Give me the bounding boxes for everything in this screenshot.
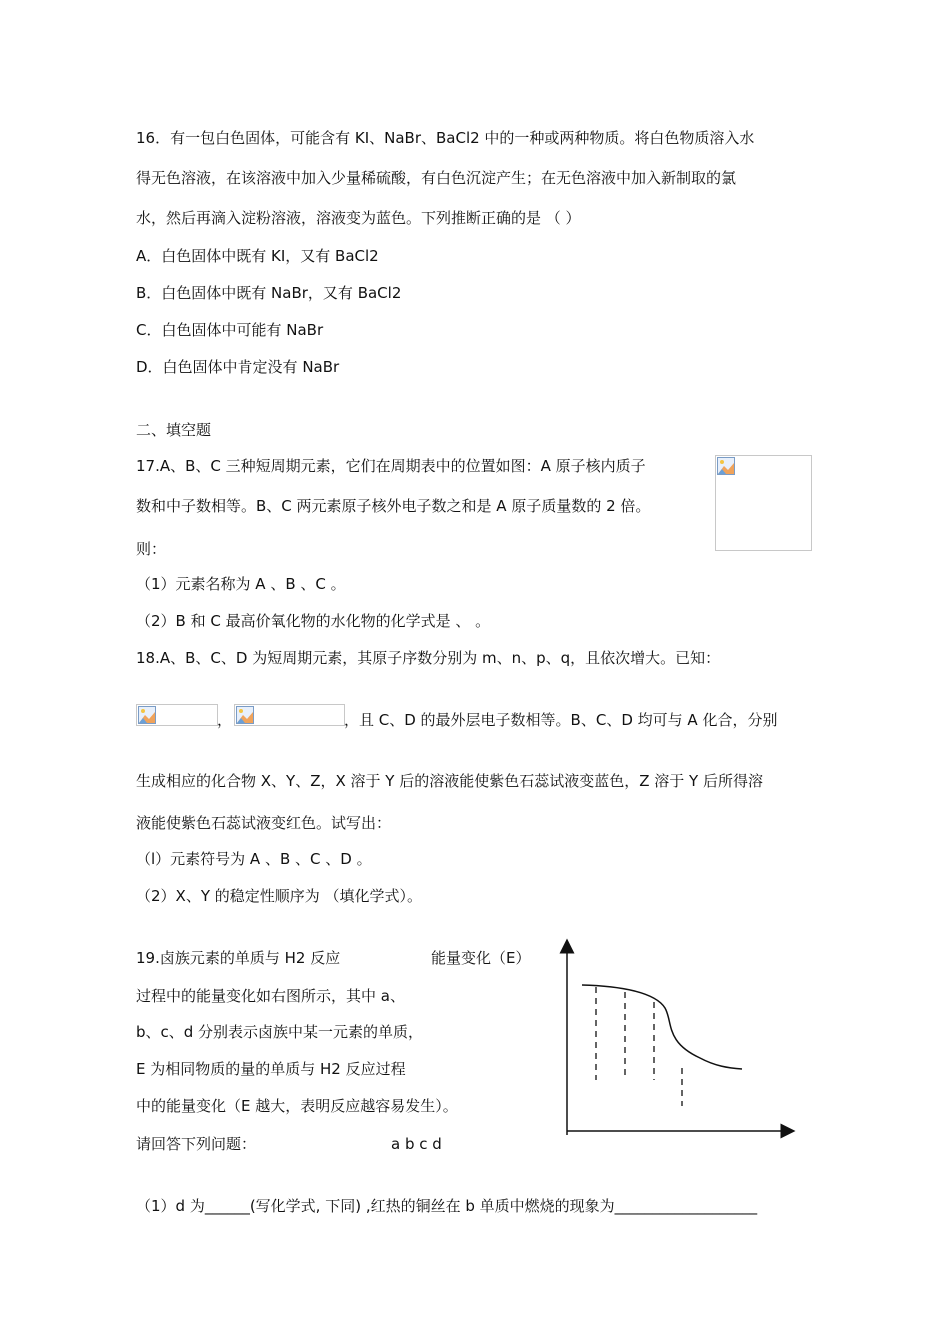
q16-line-2: 得无色溶液，在该溶液中加入少量稀硫酸，有白色沉淀产生；在无色溶液中加入新制取的氯 [136,169,737,187]
formula-image-1 [136,704,218,726]
q17-line-3: 则： [136,540,167,558]
periodic-table-image [715,455,812,551]
axis-letters: a b c d [391,1135,442,1153]
q19-line-5: 中的能量变化（E 越大，表明反应越容易发生）。 [136,1097,458,1115]
formula-image-2 [234,704,345,726]
energy-axis-label: 能量变化（E） [431,949,531,967]
broken-image-icon [717,457,735,475]
q16-option-d: D．白色固体中肯定没有 NaBr [136,358,340,376]
q18-line-1: 18.A、B、C、D 为短周期元素，其原子序数分别为 m、n、p、q，且依次增大。已知： [136,649,721,667]
q17-line-2: 数和中子数相等。B、C 两元素原子核外电子数之和是 A 原子质量数的 2 倍。 [136,497,651,515]
broken-image-icon [138,706,156,724]
q18-line-2: ，且 C、D 的最外层电子数相等。B、C、D 均可与 A 化合，分别 [344,711,778,729]
q17-sub-2: （2）B 和 C 最高价氧化物的水化物的化学式是 、 。 [136,612,491,630]
q19-line-2: 过程中的能量变化如右图所示，其中 a、 [136,987,405,1005]
energy-curve [582,985,742,1069]
q16-option-a: A．白色固体中既有 KI，又有 BaCl2 [136,247,379,265]
q17-sub-1: （1）元素名称为 A 、B 、C 。 [136,575,346,593]
q18-line-3: 生成相应的化合物 X、Y、Z，X 溶于 Y 后的溶液能使紫色石蕊试液变蓝色，Z 溶于 Y 后所得溶 [136,772,763,790]
broken-image-icon [236,706,254,724]
q18-comma: ， [217,711,233,729]
q16-option-c: C．白色固体中可能有 NaBr [136,321,324,339]
q16-line-1: 16．有一包白色固体，可能含有 KI、NaBr、BaCl2 中的一种或两种物质。将白色物质溶入水 [136,129,755,147]
energy-diagram [540,930,810,1150]
q18-sub-1: （l）元素符号为 A 、B 、C 、D 。 [136,850,372,868]
q18-sub-2: （2）X、Y 的稳定性顺序为 （填化学式）。 [136,887,423,905]
q18-line-4: 液能使紫色石蕊试液变红色。试写出： [136,814,392,832]
q19-sub-1: （1）d 为______(写化学式, 下同) ,红热的铜丝在 b 单质中燃烧的现象为___________________ [136,1197,758,1215]
q19-line-3: b、c、d 分别表示卤族中某一元素的单质， [136,1023,424,1041]
q19-line-1: 19.卤族元素的单质与 H2 反应 [136,949,341,967]
q17-line-1: 17.A、B、C 三种短周期元素，它们在周期表中的位置如图：A 原子核内质子 [136,457,646,475]
q19-line-6: 请回答下列问题： [136,1135,257,1153]
q16-line-3: 水，然后再滴入淀粉溶液，溶液变为蓝色。下列推断正确的是 （ ） [136,209,581,227]
q16-option-b: B．白色固体中既有 NaBr，又有 BaCl2 [136,284,402,302]
q19-line-4: E 为相同物质的量的单质与 H2 反应过程 [136,1060,406,1078]
section-heading: 二、填空题 [136,421,212,439]
